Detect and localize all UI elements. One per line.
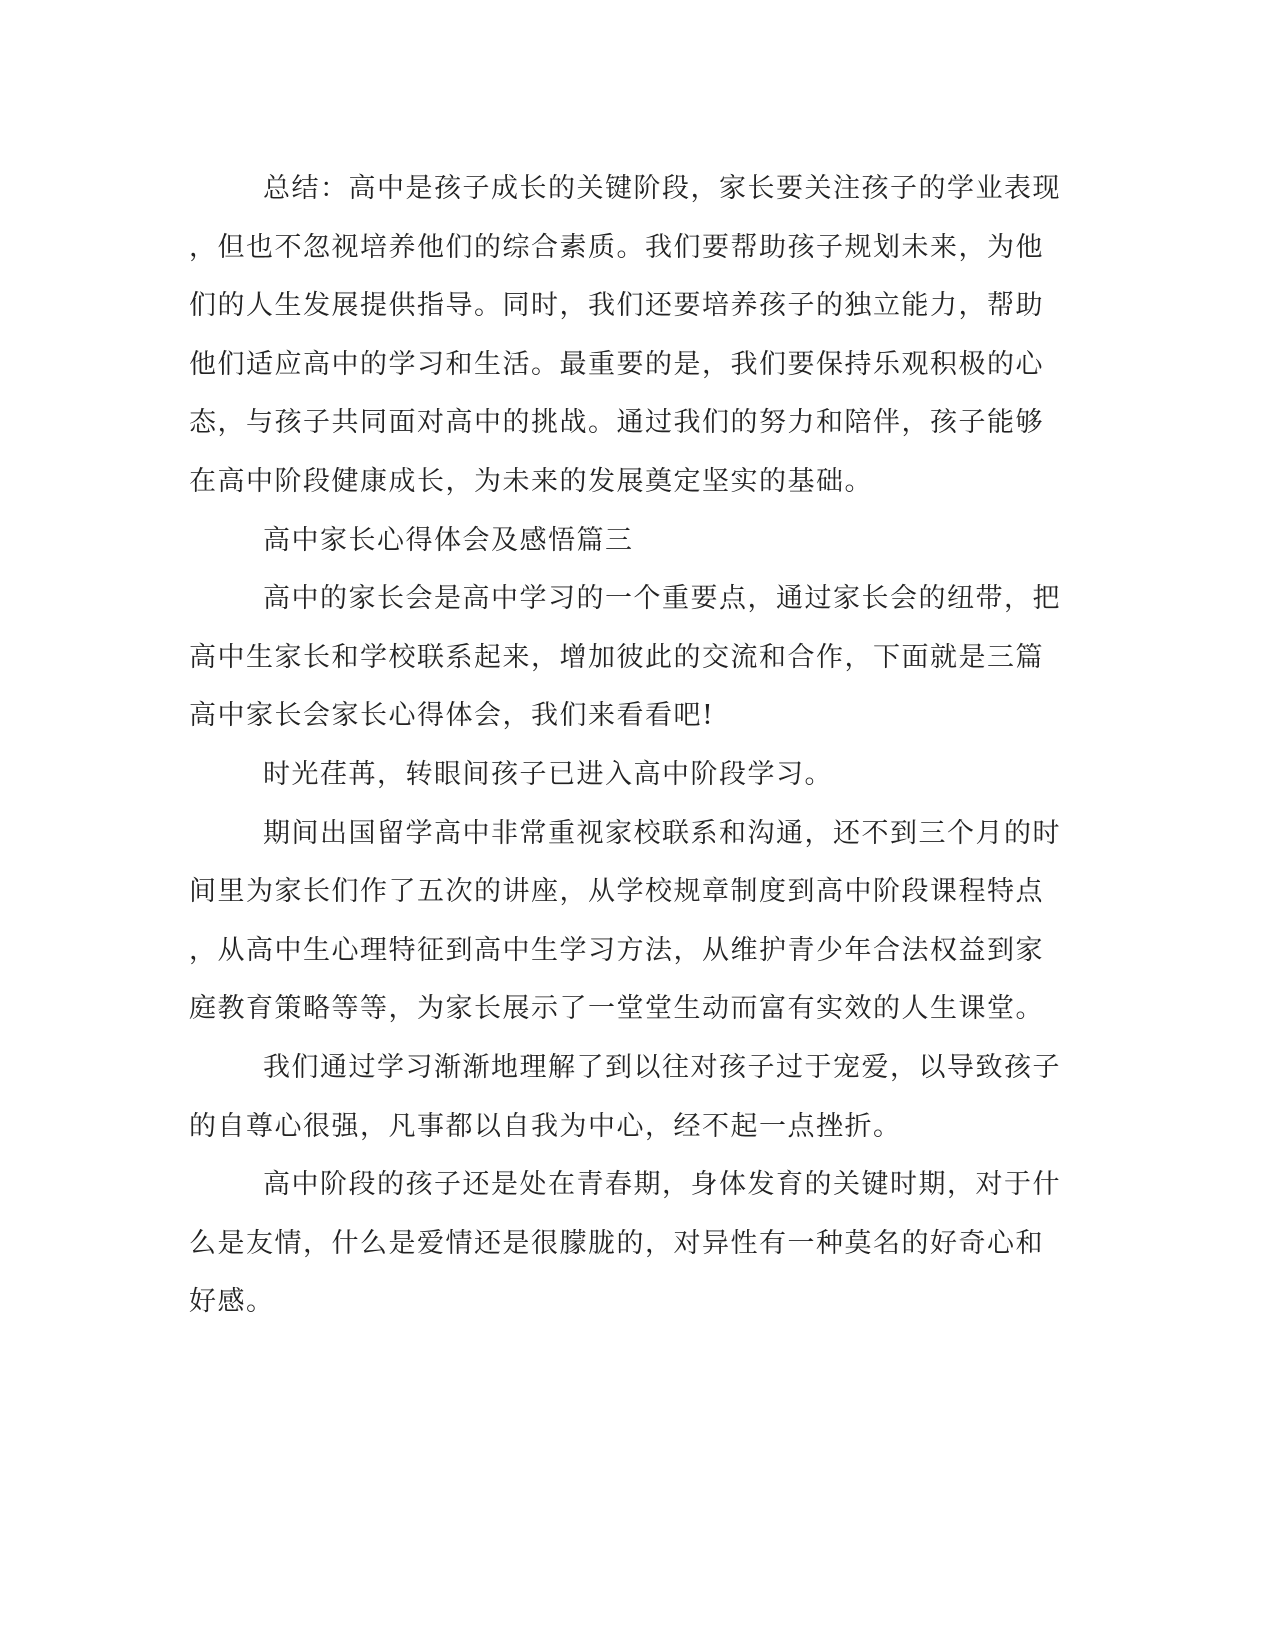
text-line: 间里为家长们作了五次的讲座，从学校规章制度到高中阶段课程特点: [189, 876, 1044, 908]
text-line: 态，与孩子共同面对高中的挑战。通过我们的努力和陪伴，孩子能够: [189, 407, 1044, 439]
text-line: 时光荏苒，转眼间孩子已进入高中阶段学习。: [263, 758, 833, 790]
text-line: 高中家长会家长心得体会，我们来看看吧!: [189, 700, 715, 732]
text-line: 他们适应高中的学习和生活。最重要的是，我们要保持乐观积极的心: [189, 348, 1044, 380]
document-body: [189, 160, 1069, 1332]
text-line: 在高中阶段健康成长，为未来的发展奠定坚实的基础。: [189, 465, 873, 497]
section-heading: 高中家长心得体会及感悟篇三: [263, 524, 634, 556]
text-line: 总结：高中是孩子成长的关键阶段，家长要关注孩子的学业表现: [263, 173, 1061, 204]
text-line: 们的人生发展提供指导。同时，我们还要培养孩子的独立能力，帮助: [189, 290, 1044, 322]
text-line: 我们通过学习渐渐地理解了到以往对孩子过于宠爱，以导致孩子: [263, 1051, 1061, 1083]
text-line: 高中生家长和学校联系起来，增加彼此的交流和合作，下面就是三篇: [189, 641, 1044, 673]
text-line: ，从高中生心理特征到高中生学习方法，从维护青少年合法权益到家: [189, 934, 1044, 966]
text-line: 庭教育策略等等，为家长展示了一堂堂生动而富有实效的人生课堂。: [189, 993, 1044, 1025]
text-line: 的自尊心很强，凡事都以自我为中心，经不起一点挫折。: [189, 1110, 902, 1142]
text-line: 么是友情，什么是爱情还是很朦胧的，对异性有一种莫名的好奇心和: [189, 1227, 1044, 1259]
text-line: 高中阶段的孩子还是处在青春期，身体发育的关键时期，对于什: [263, 1169, 1061, 1201]
text-line: 高中的家长会是高中学习的一个重要点，通过家长会的纽带，把: [263, 583, 1061, 615]
text-line: ，但也不忽视培养他们的综合素质。我们要帮助孩子规划未来，为他: [189, 231, 1044, 263]
text-line: 好感。: [189, 1286, 275, 1318]
text-line: 期间出国留学高中非常重视家校联系和沟通，还不到三个月的时: [263, 817, 1061, 849]
